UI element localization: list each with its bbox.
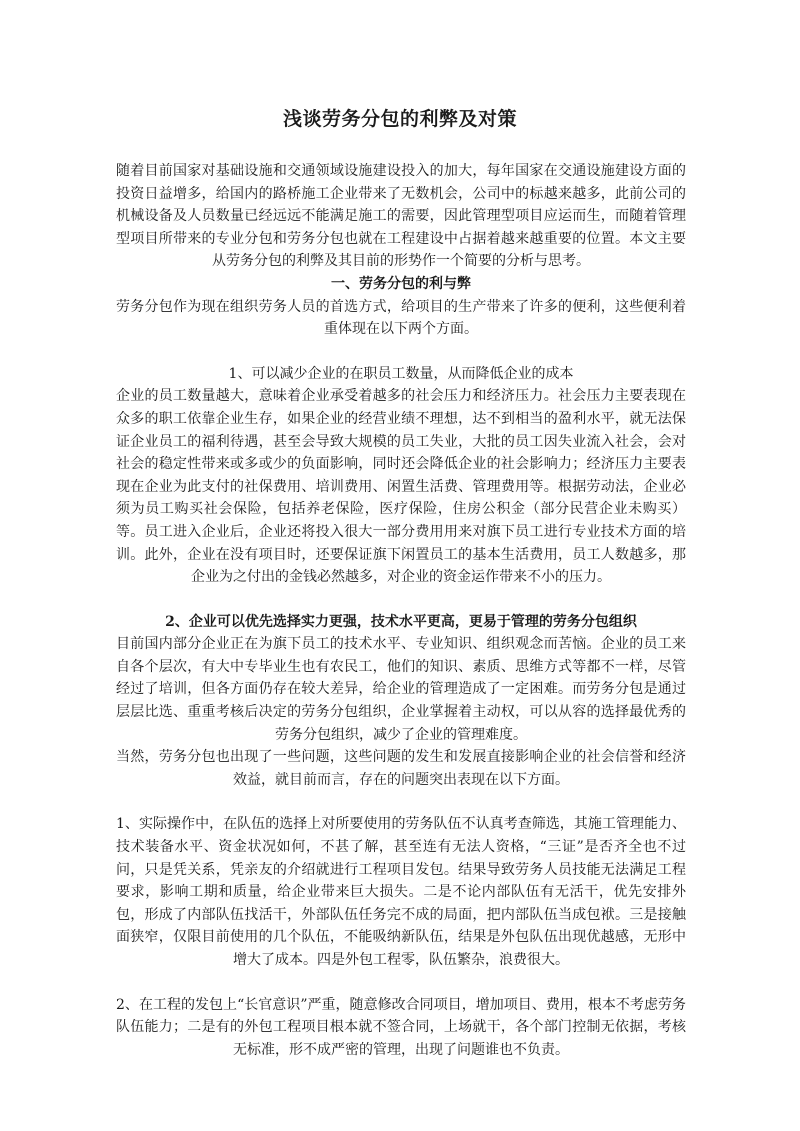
spacer (116, 972, 686, 994)
spacer (116, 589, 686, 611)
spacer (116, 341, 686, 363)
point2-heading: 2、企业可以优先选择实力更强，技术水平更高，更易于管理的劳务分包组织 (165, 613, 637, 630)
problem2-paragraph: 2、在工程的发包上“长官意识”严重，随意修改合同项目，增加项目、费用，根本不考虑劳务队伍能力；二是有的外包工程项目根本就不签合同，上场就干，各个部门控制无依据，考核无标准，形不成严密的管理，出现了问题谁也不负责。 (116, 996, 686, 1058)
document-title: 浅谈劳务分包的利弊及对策 (282, 108, 517, 130)
point1-paragraph: 企业的员工数量越大，意味着企业承受着越多的社会压力和经济压力。社会压力主要表现在众多的职工依靠企业生存，如果企业的经营业绩不理想，达不到相当的盈利水平，就无法保证企业员工的福利待遇，甚至会导致大规模的员工失业，大批的员工因失业流入社会，会对社会的稳定性带来或多或少的负面影响，同时还会降低企业的社会影响力；经济压力主要表现在企业为此支付的社保费用、培训费用、闲置生活费、管理费用等。根据劳动法，企业必须为员工购买社会保险，包括养老保险，医疗保险，住房公积金（部分民营企业未购买）等。员工进入企业后，企业还将投入很大一部分费用用来对旗下员工进行专业技术方面的培训。此外，企业在没有项目时，还要保证旗下闲置员工的基本生活费用，员工人数越多，那企业为之付出的金钱必然越多，对企业的资金运作带来不小的压力。 (116, 388, 686, 586)
spacer (116, 791, 686, 813)
document-body (116, 160, 686, 1061)
point1-heading: 1、可以减少企业的在职员工数量，从而降低企业的成本 (228, 365, 574, 382)
intro-paragraph: 随着目前国家对基础设施和交通领域设施建设投入的加大，每年国家在交通设施建设方面的投资日益增多，给国内的路桥施工企业带来了无数机会，公司中的标越来越多，此前公司的机械设备及人员数量已经远远不能满足施工的需要，因此管理型项目应运而生，而随着管理型项目所带来的专业分包和劳务分包也就在工程建设中占据着越来越重要的位置。本文主要从劳务分包的利弊及其目前的形势作一个简要的分析与思考。 (116, 163, 686, 270)
problem1-paragraph: 1、实际操作中，在队伍的选择上对所要使用的劳务队伍不认真考查筛选，其施工管理能力、技术装备水平、资金状况如何，不甚了解，甚至连有无法人资格，“三证”是否齐全也不过问，只是凭关系，凭亲友的介绍就进行工程项目发包。结果导致劳务人员技能无法满足工程要求，影响工期和质量，给企业带来巨大损失。二是不论内部队伍有无活干，优先安排外包，形成了内部队伍找活干，外部队伍任务完不成的局面，把内部队伍当成包袱。三是接触面狭窄，仅限目前使用的几个队伍，不能吸纳新队伍，结果是外包队伍出现优越感，无形中增大了成本。四是外包工程零，队伍繁杂，浪费很大。 (116, 816, 686, 968)
problems-intro-paragraph: 当然，劳务分包也出现了一些问题，这些问题的发生和发展直接影响企业的社会信誉和经济效益，就目前而言，存在的问题突出表现在以下方面。 (116, 749, 686, 788)
section1-intro-paragraph: 劳务分包作为现在组织劳务人员的首选方式，给项目的生产带来了许多的便利，这些便利着重体现在以下两个方面。 (116, 298, 686, 338)
section1-heading: 一、劳务分包的利与弊 (331, 275, 471, 292)
point2-paragraph: 目前国内部分企业正在为旗下员工的技术水平、专业知识、组织观念而苦恼。企业的员工来自各个层次，有大中专毕业生也有农民工，他们的知识、素质、思维方式等都不一样，尽管经过了培训，但各方面仍存在较大差异，给企业的管理造成了一定困难。而劳务分包是通过层层比选、重重考核后决定的劳务分包组织，企业掌握着主动权，可以从容的选择最优秀的劳务分包组织，减少了企业的管理难度。 (116, 636, 686, 743)
